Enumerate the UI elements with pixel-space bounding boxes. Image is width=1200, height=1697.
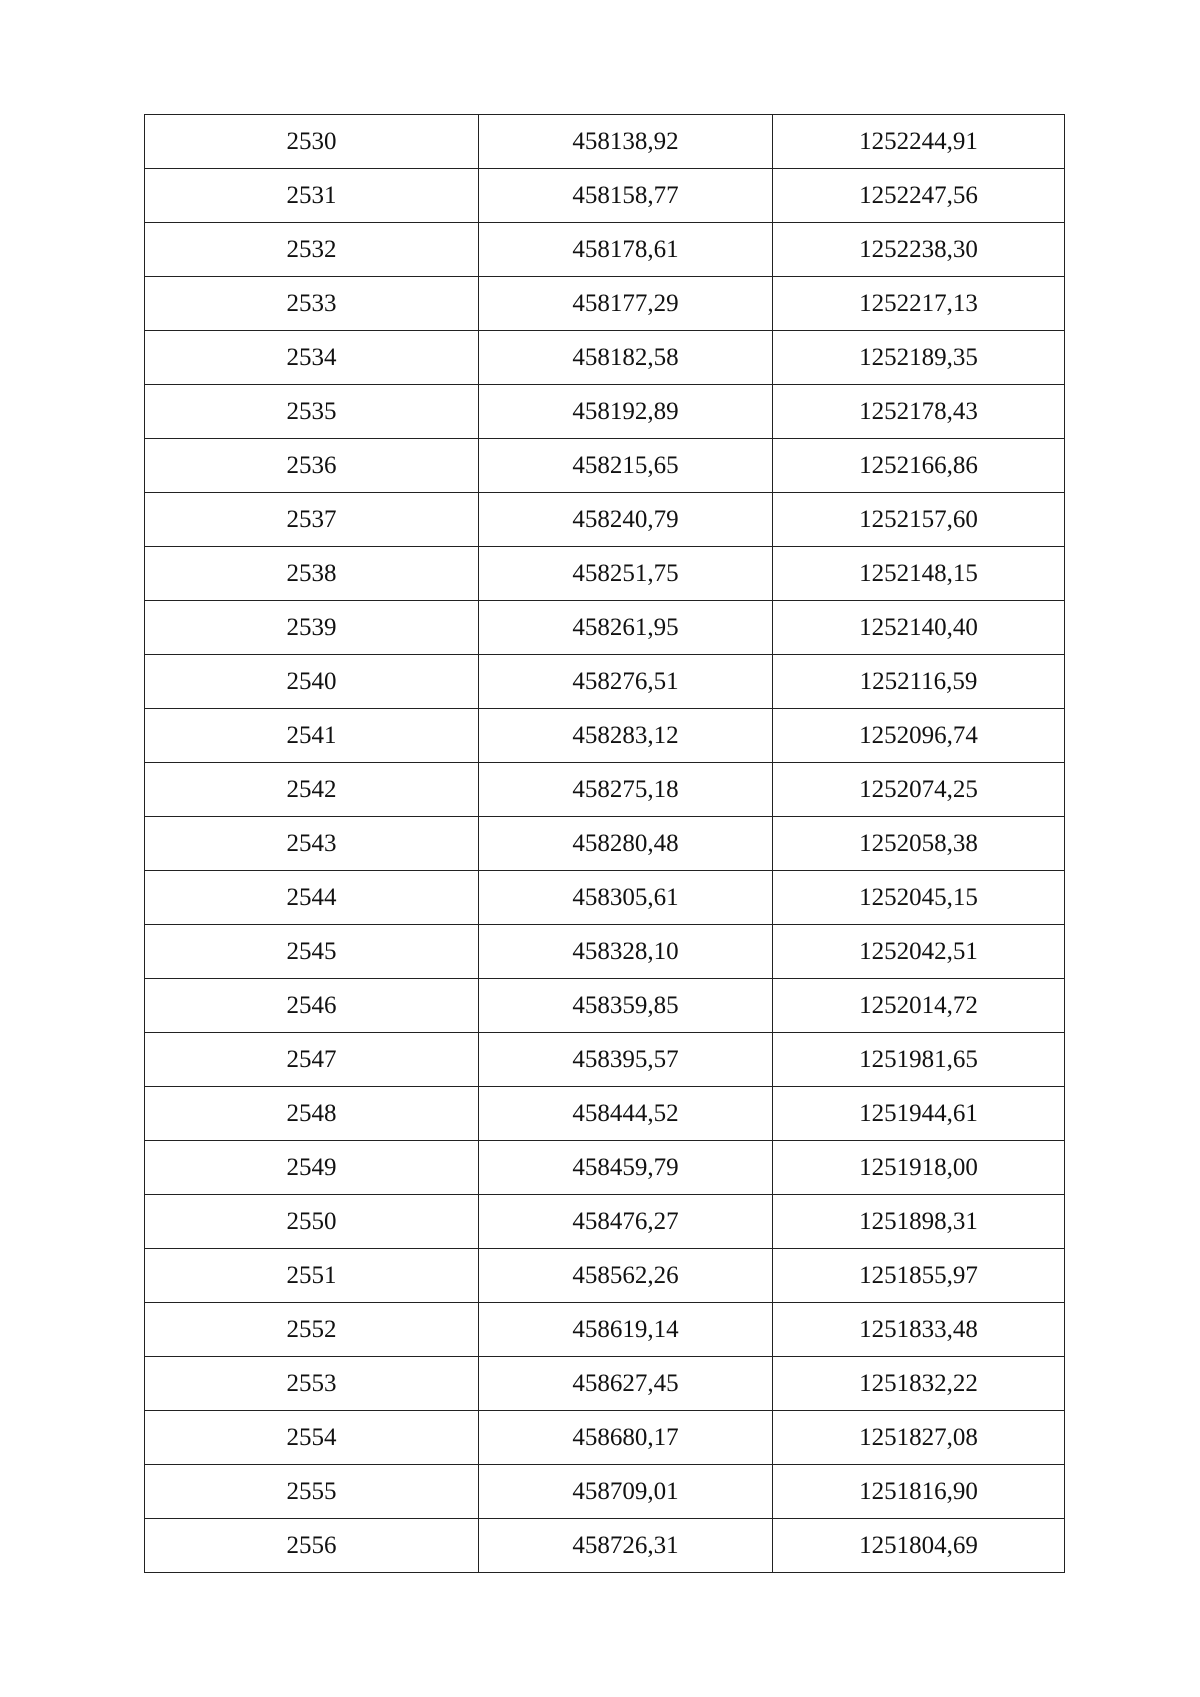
y-coordinate-cell: 1252140,40 — [773, 601, 1065, 655]
point-number-cell: 2543 — [145, 817, 479, 871]
x-coordinate-cell: 458178,61 — [479, 223, 773, 277]
y-coordinate-cell: 1251804,69 — [773, 1519, 1065, 1573]
table-row — [145, 1033, 1065, 1087]
y-coordinate-cell: 1251833,48 — [773, 1303, 1065, 1357]
point-number-cell: 2532 — [145, 223, 479, 277]
y-coordinate-cell: 1251944,61 — [773, 1087, 1065, 1141]
table-row — [145, 1195, 1065, 1249]
point-number-cell: 2535 — [145, 385, 479, 439]
x-coordinate-cell: 458305,61 — [479, 871, 773, 925]
x-coordinate-cell: 458280,48 — [479, 817, 773, 871]
table-row — [145, 1411, 1065, 1465]
point-number-cell: 2534 — [145, 331, 479, 385]
y-coordinate-cell: 1252244,91 — [773, 115, 1065, 169]
point-number-cell: 2546 — [145, 979, 479, 1033]
point-number-cell: 2551 — [145, 1249, 479, 1303]
table-row — [145, 979, 1065, 1033]
x-coordinate-cell: 458444,52 — [479, 1087, 773, 1141]
y-coordinate-cell: 1251855,97 — [773, 1249, 1065, 1303]
point-number-cell: 2531 — [145, 169, 479, 223]
y-coordinate-cell: 1252074,25 — [773, 763, 1065, 817]
point-number-cell: 2533 — [145, 277, 479, 331]
table-row — [145, 925, 1065, 979]
y-coordinate-cell: 1252014,72 — [773, 979, 1065, 1033]
table-row — [145, 655, 1065, 709]
y-coordinate-cell: 1252166,86 — [773, 439, 1065, 493]
x-coordinate-cell: 458251,75 — [479, 547, 773, 601]
point-number-cell: 2556 — [145, 1519, 479, 1573]
table-row — [145, 331, 1065, 385]
point-number-cell: 2538 — [145, 547, 479, 601]
table-row — [145, 709, 1065, 763]
point-number-cell: 2539 — [145, 601, 479, 655]
point-number-cell: 2544 — [145, 871, 479, 925]
y-coordinate-cell: 1252045,15 — [773, 871, 1065, 925]
table-row — [145, 1303, 1065, 1357]
point-number-cell: 2548 — [145, 1087, 479, 1141]
y-coordinate-cell: 1252178,43 — [773, 385, 1065, 439]
x-coordinate-cell: 458459,79 — [479, 1141, 773, 1195]
table-row — [145, 385, 1065, 439]
x-coordinate-cell: 458275,18 — [479, 763, 773, 817]
table-row — [145, 547, 1065, 601]
x-coordinate-cell: 458138,92 — [479, 115, 773, 169]
table-row — [145, 169, 1065, 223]
table-row — [145, 1249, 1065, 1303]
table-row — [145, 277, 1065, 331]
point-number-cell: 2542 — [145, 763, 479, 817]
point-number-cell: 2554 — [145, 1411, 479, 1465]
table-row — [145, 871, 1065, 925]
x-coordinate-cell: 458283,12 — [479, 709, 773, 763]
y-coordinate-cell: 1252157,60 — [773, 493, 1065, 547]
table-row — [145, 115, 1065, 169]
point-number-cell: 2553 — [145, 1357, 479, 1411]
point-number-cell: 2530 — [145, 115, 479, 169]
point-number-cell: 2545 — [145, 925, 479, 979]
x-coordinate-cell: 458158,77 — [479, 169, 773, 223]
y-coordinate-cell: 1251918,00 — [773, 1141, 1065, 1195]
point-number-cell: 2540 — [145, 655, 479, 709]
y-coordinate-cell: 1252116,59 — [773, 655, 1065, 709]
y-coordinate-cell: 1252058,38 — [773, 817, 1065, 871]
y-coordinate-cell: 1251898,31 — [773, 1195, 1065, 1249]
table-row — [145, 439, 1065, 493]
point-number-cell: 2536 — [145, 439, 479, 493]
table-row — [145, 763, 1065, 817]
y-coordinate-cell: 1251832,22 — [773, 1357, 1065, 1411]
y-coordinate-cell: 1251816,90 — [773, 1465, 1065, 1519]
table-row — [145, 817, 1065, 871]
table-row — [145, 601, 1065, 655]
y-coordinate-cell: 1252042,51 — [773, 925, 1065, 979]
table-row — [145, 223, 1065, 277]
x-coordinate-cell: 458261,95 — [479, 601, 773, 655]
y-coordinate-cell: 1252096,74 — [773, 709, 1065, 763]
x-coordinate-cell: 458192,89 — [479, 385, 773, 439]
point-number-cell: 2549 — [145, 1141, 479, 1195]
x-coordinate-cell: 458359,85 — [479, 979, 773, 1033]
point-number-cell: 2550 — [145, 1195, 479, 1249]
table-row — [145, 1087, 1065, 1141]
y-coordinate-cell: 1252148,15 — [773, 547, 1065, 601]
x-coordinate-cell: 458177,29 — [479, 277, 773, 331]
point-number-cell: 2537 — [145, 493, 479, 547]
x-coordinate-cell: 458709,01 — [479, 1465, 773, 1519]
x-coordinate-cell: 458276,51 — [479, 655, 773, 709]
table-row — [145, 1519, 1065, 1573]
x-coordinate-cell: 458726,31 — [479, 1519, 773, 1573]
point-number-cell: 2555 — [145, 1465, 479, 1519]
table-row — [145, 1357, 1065, 1411]
x-coordinate-cell: 458476,27 — [479, 1195, 773, 1249]
point-number-cell: 2541 — [145, 709, 479, 763]
coordinates-table-body — [145, 115, 1065, 1573]
y-coordinate-cell: 1252217,13 — [773, 277, 1065, 331]
x-coordinate-cell: 458619,14 — [479, 1303, 773, 1357]
y-coordinate-cell: 1252189,35 — [773, 331, 1065, 385]
x-coordinate-cell: 458182,58 — [479, 331, 773, 385]
x-coordinate-cell: 458328,10 — [479, 925, 773, 979]
y-coordinate-cell: 1251981,65 — [773, 1033, 1065, 1087]
x-coordinate-cell: 458627,45 — [479, 1357, 773, 1411]
point-number-cell: 2547 — [145, 1033, 479, 1087]
y-coordinate-cell: 1252247,56 — [773, 169, 1065, 223]
table-row — [145, 1465, 1065, 1519]
x-coordinate-cell: 458215,65 — [479, 439, 773, 493]
table-row — [145, 493, 1065, 547]
x-coordinate-cell: 458395,57 — [479, 1033, 773, 1087]
y-coordinate-cell: 1251827,08 — [773, 1411, 1065, 1465]
table-row — [145, 1141, 1065, 1195]
x-coordinate-cell: 458562,26 — [479, 1249, 773, 1303]
point-number-cell: 2552 — [145, 1303, 479, 1357]
x-coordinate-cell: 458680,17 — [479, 1411, 773, 1465]
coordinates-table — [144, 114, 1065, 1573]
y-coordinate-cell: 1252238,30 — [773, 223, 1065, 277]
x-coordinate-cell: 458240,79 — [479, 493, 773, 547]
